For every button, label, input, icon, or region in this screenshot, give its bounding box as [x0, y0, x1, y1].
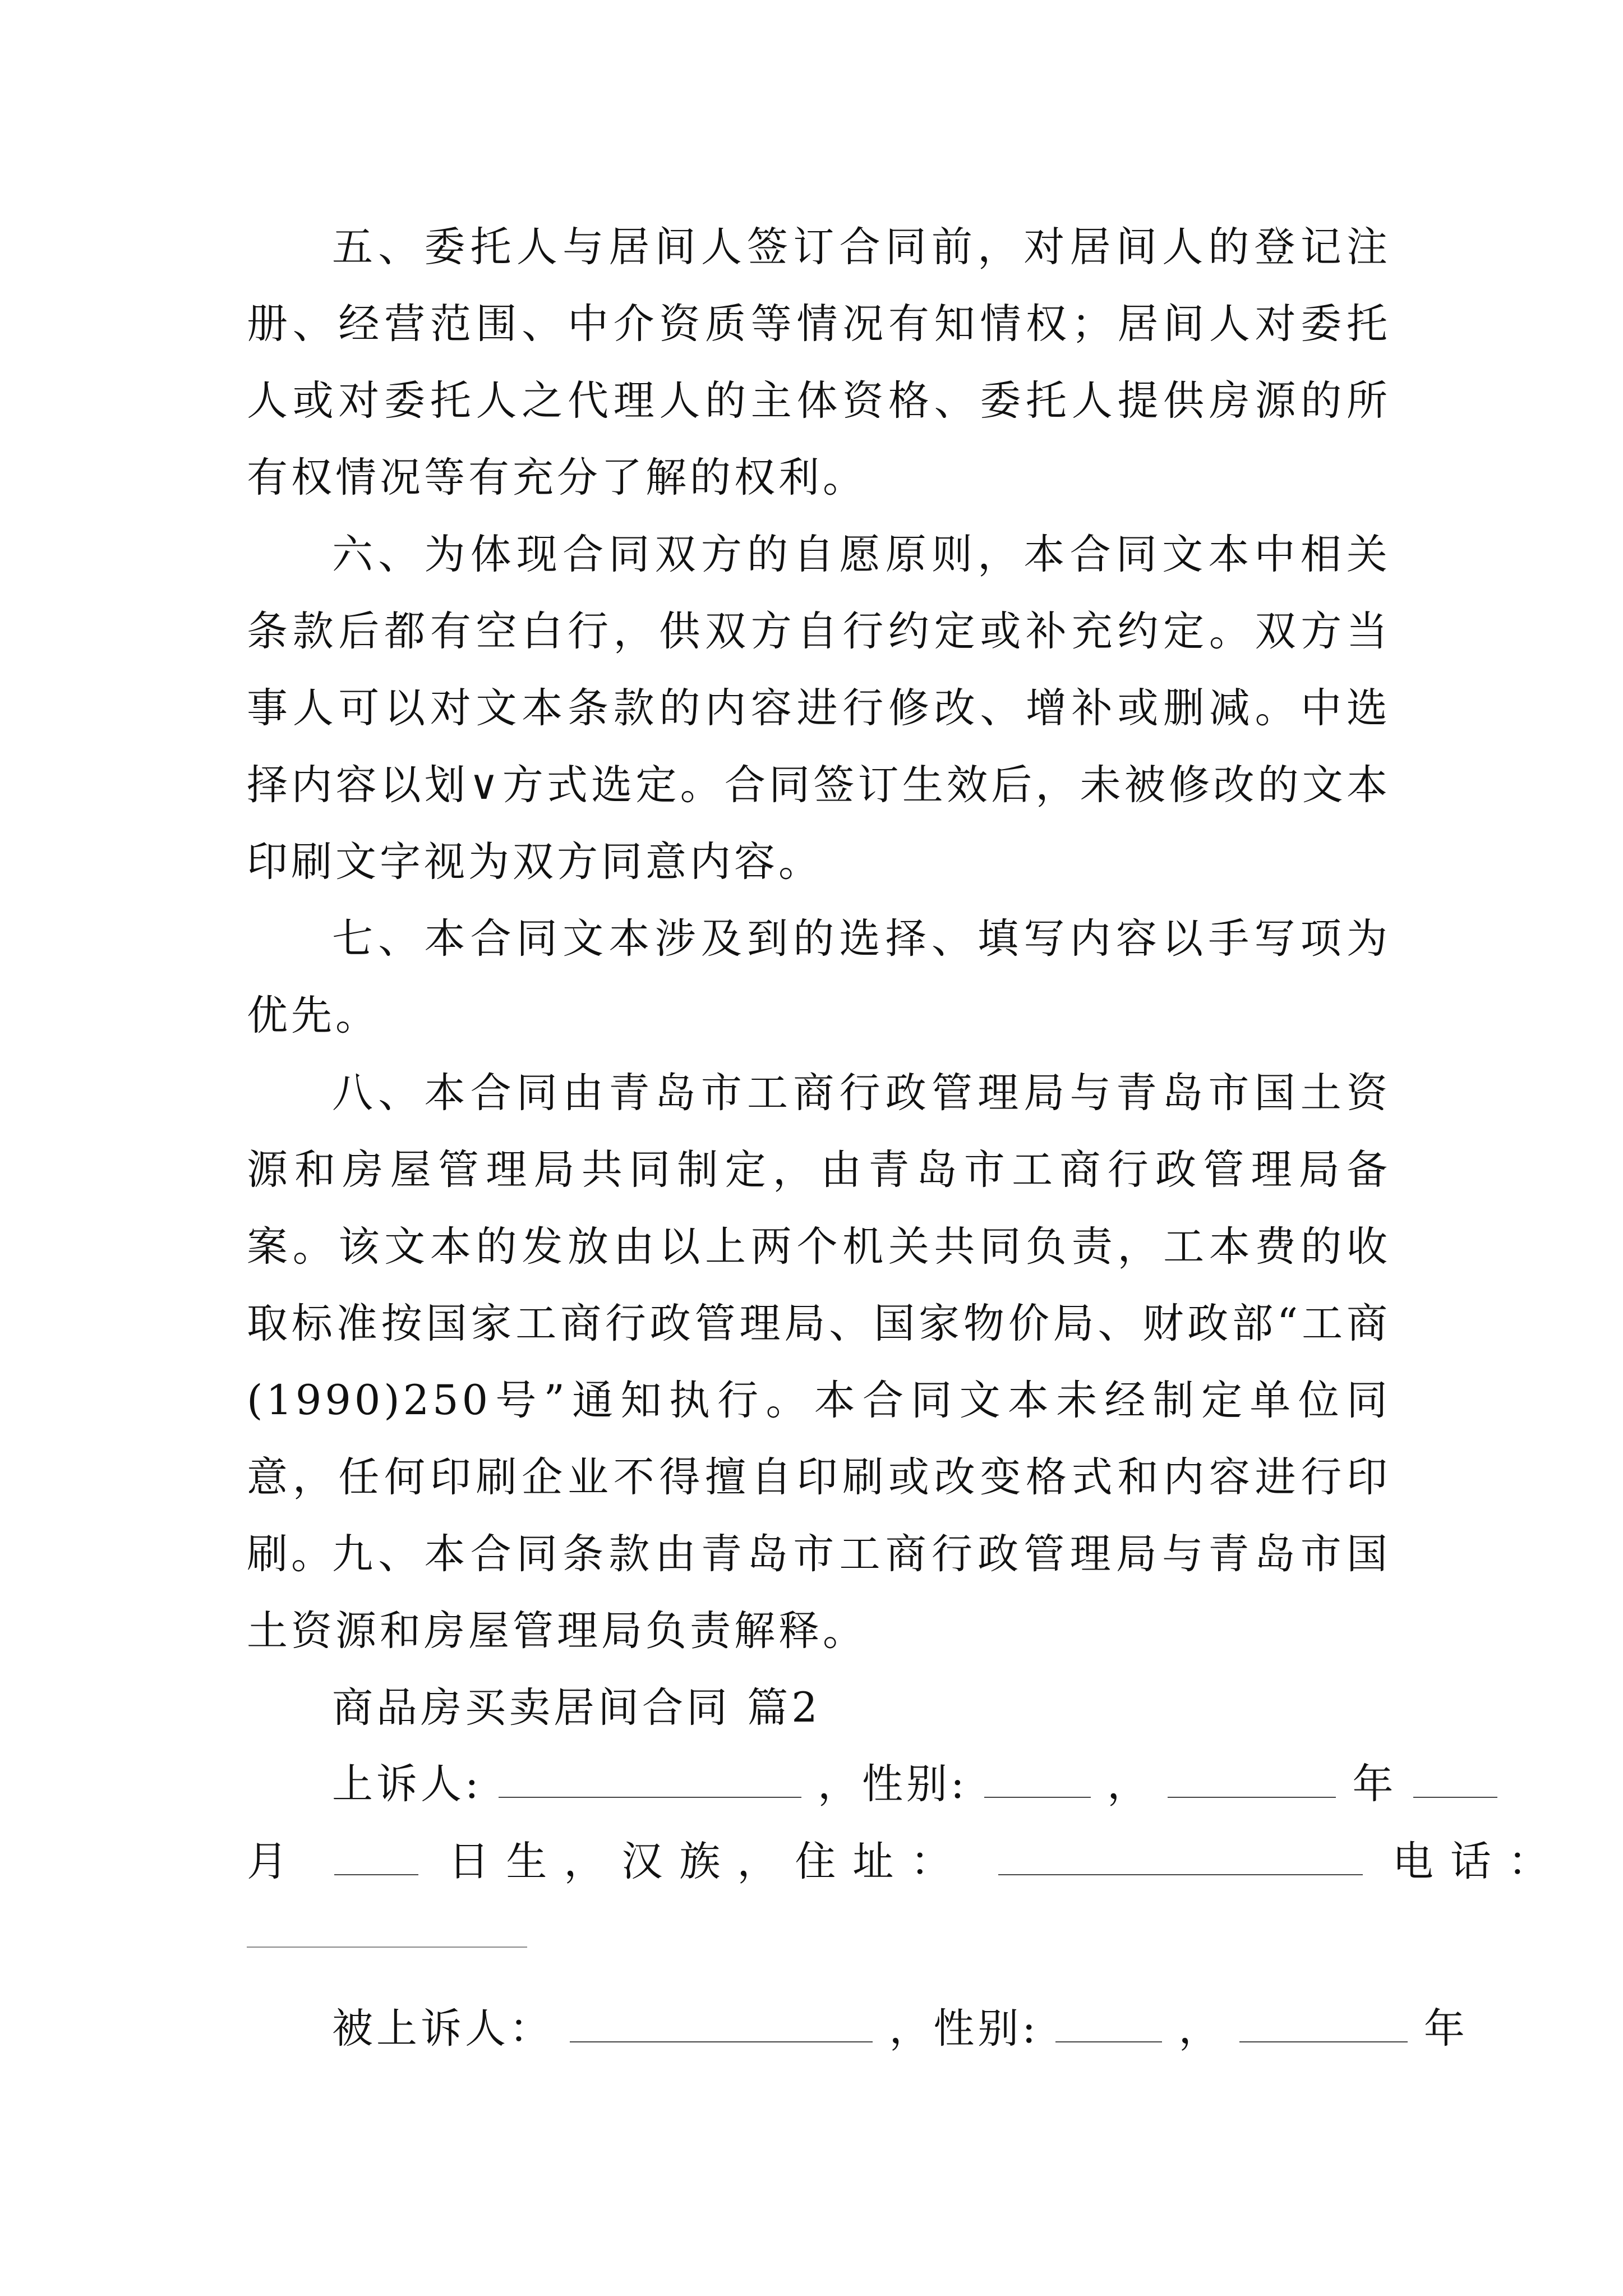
- appellee-gender-label: ，性别:: [889, 2005, 1040, 2053]
- paragraph-6: 六、为体现合同双方的自愿原则，本合同文本中相关条款后都有空白行，供双方自行约定或补充约定。双方当事人可以对文本条款的内容进行修改、增补或删减。中选择内容以划∨方式选定。合同签订生效后，未被修改的文本印刷文字视为双方同意内容。: [247, 531, 1391, 886]
- appellant-year-field[interactable]: [1168, 1757, 1336, 1798]
- birth-day-field[interactable]: [334, 1835, 418, 1875]
- appellee-year-label: 年: [1423, 2005, 1468, 2053]
- appellee-label: 被上诉人：: [332, 2005, 554, 2053]
- appellee-gender-field[interactable]: [1055, 2002, 1162, 2042]
- appellee-year-field[interactable]: [1239, 2002, 1408, 2042]
- month-label: 月: [247, 1838, 305, 1885]
- appellant-label: 上诉人:: [332, 1760, 482, 1808]
- phone-label: 电话：: [1392, 1838, 1566, 1885]
- section-title: 商品房买卖居间合同 篇2: [332, 1684, 821, 1732]
- appellant-gender-label: ，性别:: [818, 1760, 968, 1808]
- address-field[interactable]: [998, 1835, 1363, 1875]
- appellant-gender-field[interactable]: [984, 1757, 1091, 1798]
- appellee-name-field[interactable]: [570, 2002, 873, 2042]
- appellant-line: [332, 1746, 1497, 1823]
- appellant-month-field[interactable]: [1413, 1757, 1497, 1798]
- paragraph-5: 五、委托人与居间人签订合同前，对居间人的登记注册、经营范围、中介资质等情况有知情权；居间人对委托人或对委托人之代理人的主体资格、委托人提供房源的所有权情况等有充分了解的权利。: [247, 223, 1391, 501]
- paragraph-7: 七、本合同文本涉及到的选择、填写内容以手写项为优先。: [247, 915, 1391, 1039]
- birth-line: [247, 1823, 1566, 1900]
- day-born-residence-label: 日生，汉族，住址：: [448, 1838, 969, 1885]
- paragraph-9: 九、本合同条款由青岛市工商行政管理局与青岛市国土资源和房屋管理局负责解释。: [247, 1530, 1391, 1655]
- appellant-comma: ，: [1107, 1760, 1152, 1808]
- paragraph-8: 八、本合同由青岛市工商行政管理局与青岛市国土资源和房屋管理局共同制定，由青岛市工商行政管理局备案。该文本的发放由以上两个机关共同负责，工本费的收取标准按国家工商行政管理局、国家物价局、财政部“工商(1990)250号”通知执行。本合同文本未经制定单位同意，任何印刷企业不得擅自印刷或改变格式和内容进行印刷。: [247, 1069, 1391, 1578]
- appellee-line: [332, 1990, 1468, 2067]
- appellee-comma: ，: [1178, 2005, 1223, 2053]
- appellant-name-field[interactable]: [499, 1757, 801, 1798]
- phone-field[interactable]: [247, 1947, 527, 1948]
- appellant-year-label: 年: [1352, 1760, 1397, 1808]
